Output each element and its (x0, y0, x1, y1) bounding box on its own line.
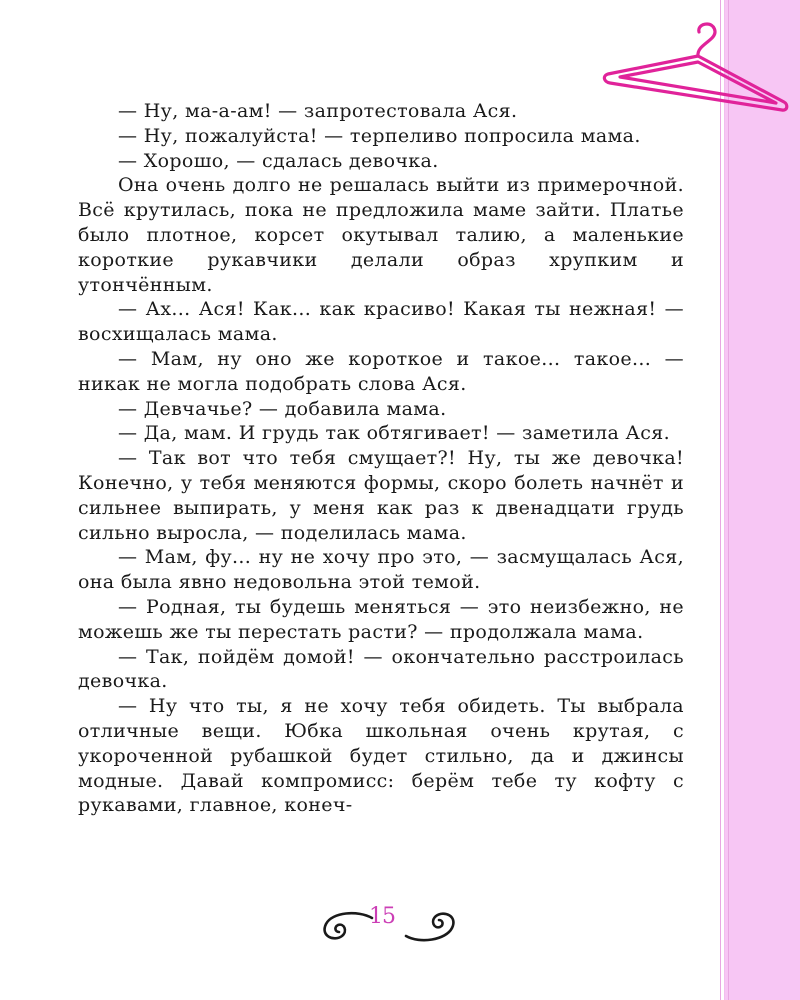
paragraph: — Мам, ну оно же короткое и такое... такое... — никак не могла подобрать слова Ася. (78, 347, 684, 395)
paragraph: — Мам, фу... ну не хочу про это, — засмущалась Ася, она была явно недовольна этой темой. (78, 546, 684, 594)
paragraph: — Ну, пожалуйста! — терпеливо попросила мама. (118, 124, 641, 147)
paragraph: — Так вот что тебя смущает?! Ну, ты же девочка! Конечно, у тебя меняются формы, скоро болеть начнёт и сильнее выпирать, у меня как раз к двенадцати грудь сильно выросла, — поделилась мама. (78, 447, 684, 544)
paragraph: Она очень долго не решалась выйти из примерочной. Всё крутилась, пока не предложила маме зайти. Платье было плотное, корсет окутывал талию, а маленькие короткие рукавчики делали образ хрупким и утончённым. (78, 174, 684, 296)
paragraph: — Ах... Ася! Как... как красиво! Какая ты нежная! — восхищалась мама. (78, 298, 684, 346)
paragraph: — Да, мам. И грудь так обтягивает! — заметила Ася. (118, 422, 670, 445)
body-text (78, 99, 684, 818)
paragraph: — Ну что ты, я не хочу тебя обидеть. Ты выбрала отличные вещи. Юбка школьная очень крутая, с укороченной рубашкой будет стильно, да и джинсы модные. Давай компромисс: берём тебе ту кофту с рукавами, главное, конеч- (78, 695, 684, 817)
side-decorative-band (724, 0, 800, 1000)
side-stripes (720, 0, 730, 1000)
page-number: 15 (369, 904, 395, 929)
paragraph: — Так, пойдём домой! — окончательно расстроилась девочка. (78, 645, 684, 693)
paragraph: — Родная, ты будешь меняться — это неизбежно, не можешь же ты перестать расти? — продолжала мама. (78, 595, 684, 643)
swirl-right-icon (402, 908, 460, 944)
paragraph: — Хорошо, — сдалась девочка. (118, 149, 439, 172)
paragraph: — Девчачье? — добавила мама. (118, 397, 447, 420)
paragraph: — Ну, ма-а-ам! — запротестовала Ася. (118, 100, 518, 122)
